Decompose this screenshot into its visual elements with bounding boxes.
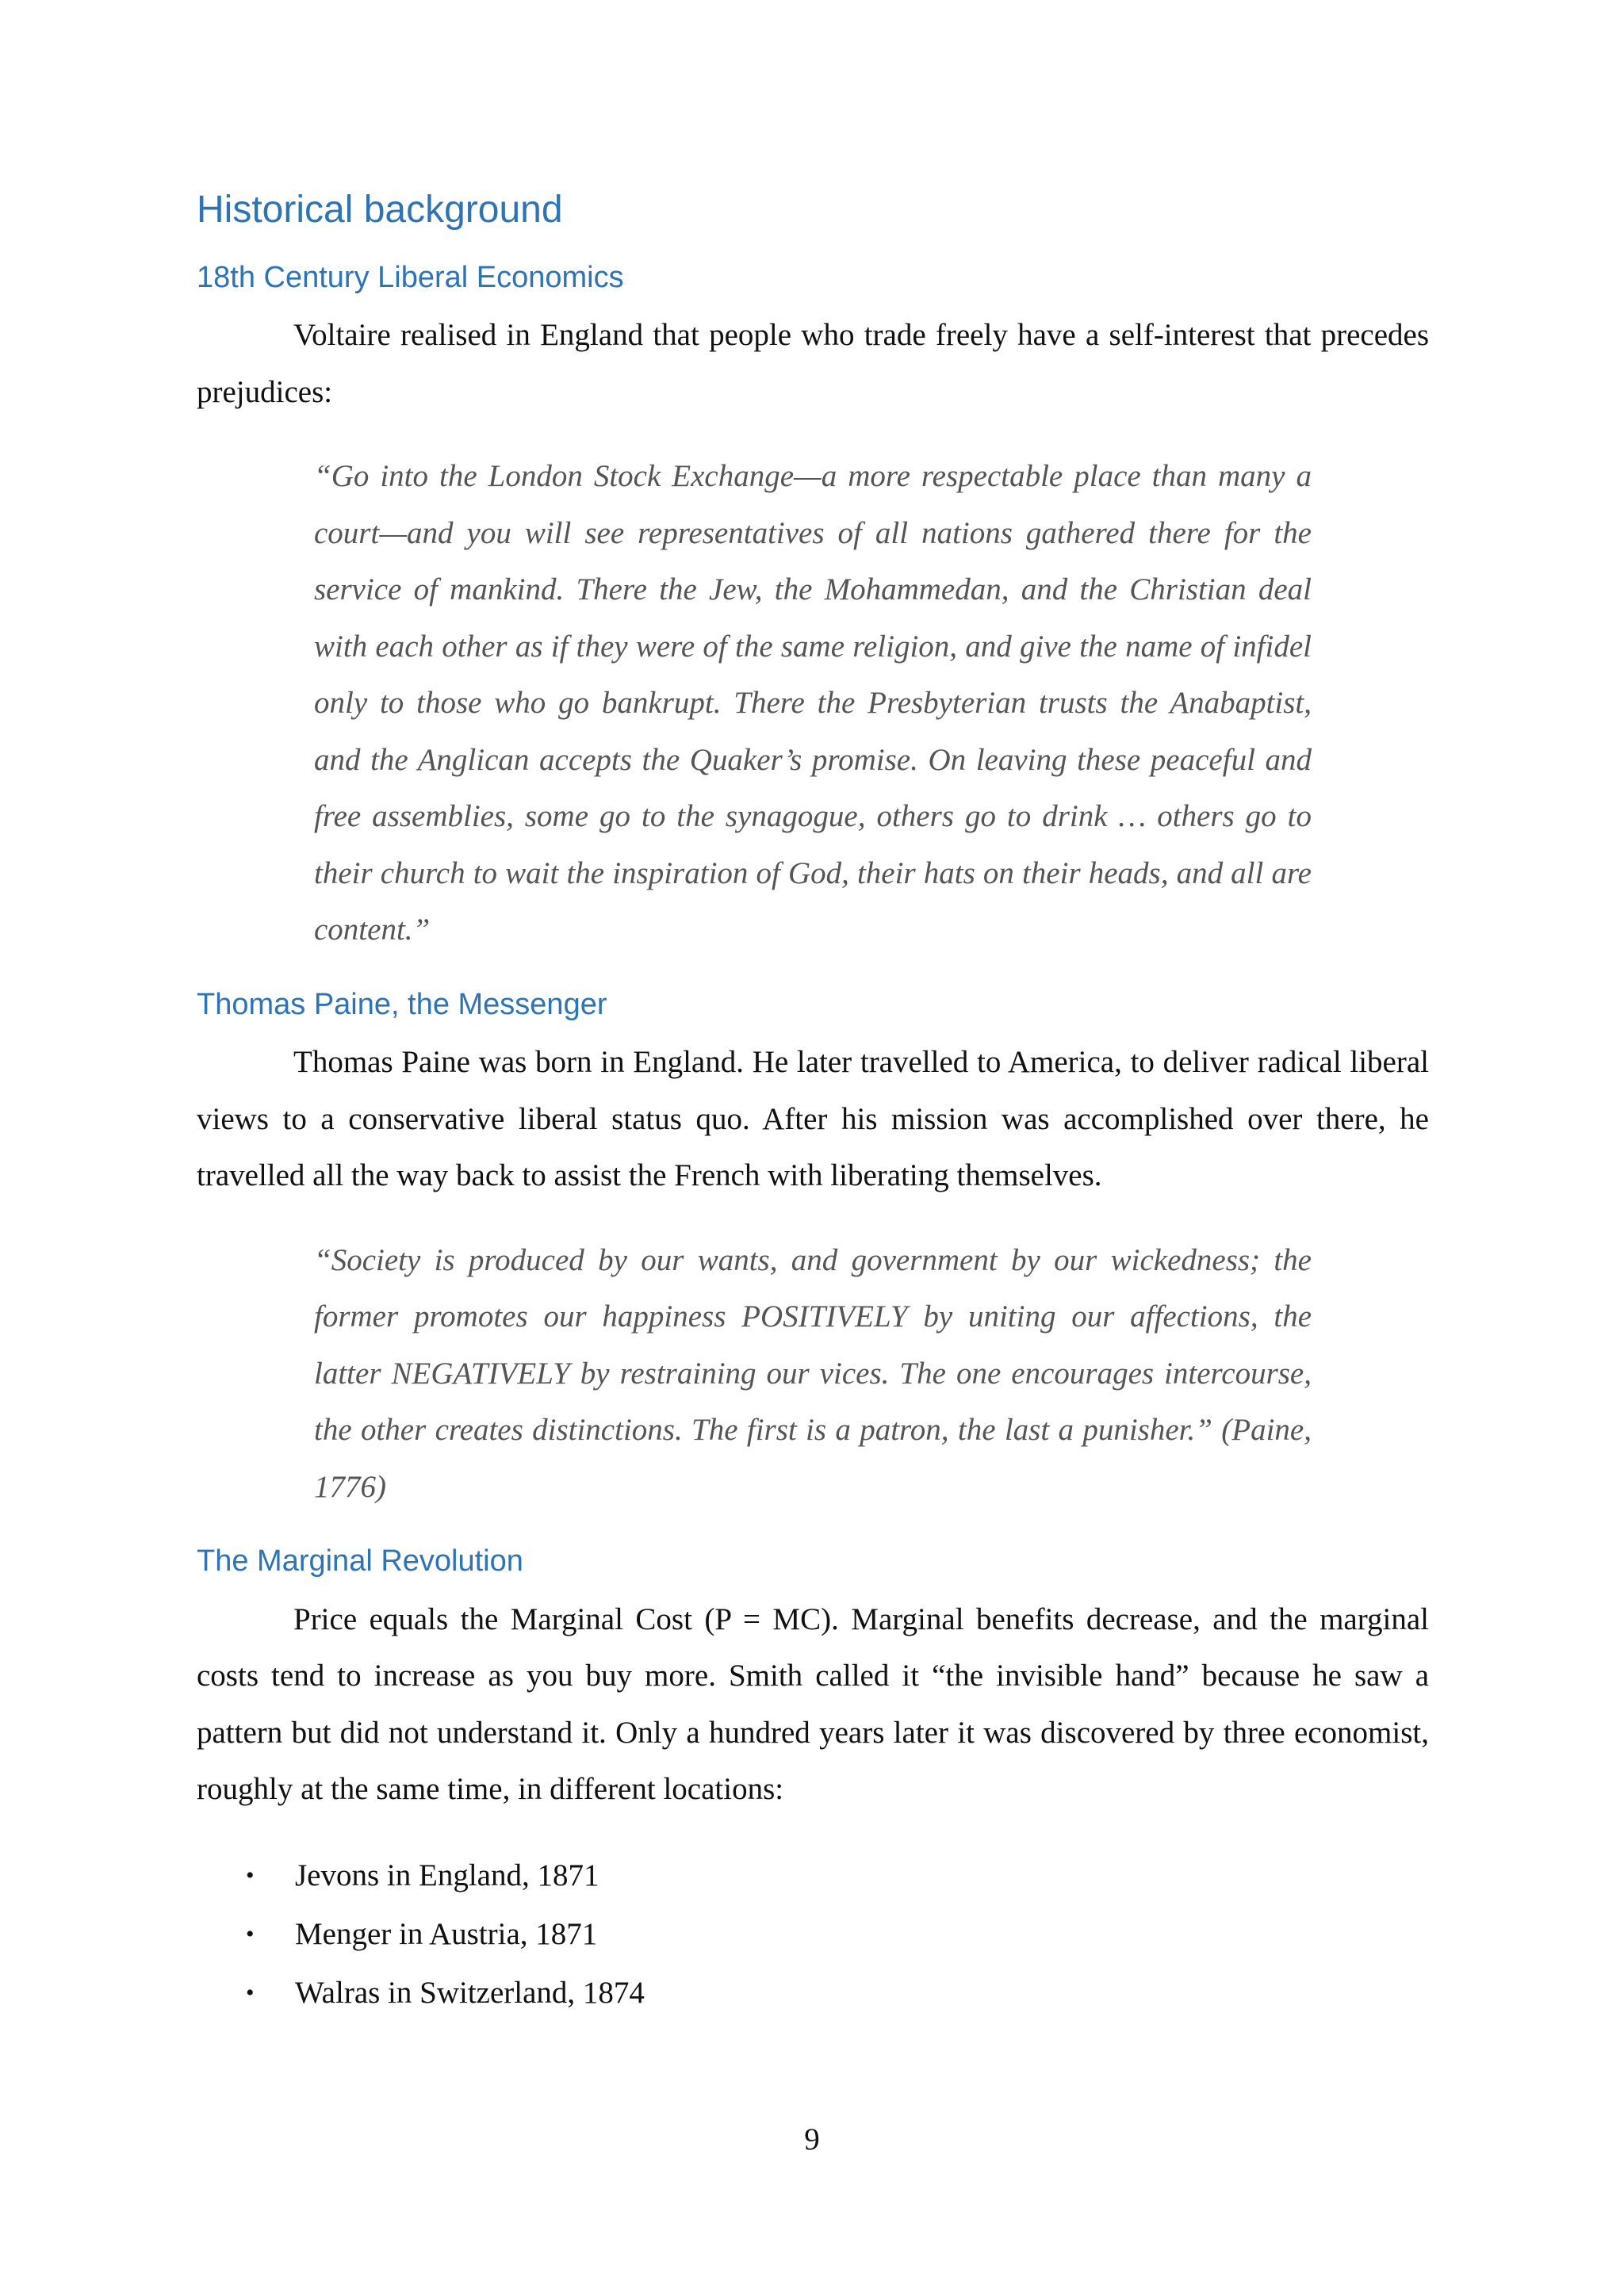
section-heading-liberal-economics: 18th Century Liberal Economics	[197, 260, 624, 294]
quote-paine: “Society is produced by our wants, and government by our wickedness; the former promotes our happiness POSITIVELY by uniting our affections, the latter NEGATIVELY by restraining our vices. The one encourages intercourse, the other creates distinctions. The first is a patron, the last a punisher.” (Paine, 1776)	[314, 1242, 1312, 1504]
paragraph-voltaire: Voltaire realised in England that people who trade freely have a self-interest that precedes prejudices:	[197, 318, 1429, 409]
section-heading-marginal-revolution: The Marginal Revolution	[197, 1544, 523, 1578]
bullet-icon: •	[246, 1979, 255, 2006]
page-title: Historical background	[197, 189, 563, 231]
page-content	[197, 187, 1429, 2022]
list-item	[197, 1846, 1429, 1905]
list-item-text: Menger in Austria, 1871	[295, 1916, 598, 1951]
page-number: 9	[804, 2122, 820, 2156]
list-item	[197, 1964, 1429, 2022]
list-item	[197, 1905, 1429, 1964]
list-item-text: Walras in Switzerland, 1874	[295, 1975, 645, 2010]
section-heading-thomas-paine: Thomas Paine, the Messenger	[197, 987, 607, 1021]
quote-voltaire: “Go into the London Stock Exchange—a more respectable place than many a court—and you will see representatives of all nations gathered there for the service of mankind. There the Jew, the Mohammedan, and the Christian deal with each other as if they were of the same religion, and give the name of infidel only to those who go bankrupt. There the Presbyterian trusts the Anabaptist, and the Anglican accepts the Quaker’s promise. On leaving these peaceful and free assemblies, some go to the synagogue, others go to drink … others go to their church to wait the inspiration of God, their hats on their heads, and all are content.”	[314, 459, 1312, 947]
paragraph-marginal-revolution: Price equals the Marginal Cost (P = MC). Marginal benefits decrease, and the marginal costs tend to increase as you buy more. Smith called it “the invisible hand” because he saw a pattern but did not understand it. Only a hundred years later it was discovered by three economist, roughly at the same time, in different locations:	[197, 1601, 1429, 1807]
bullet-icon: •	[246, 1920, 255, 1947]
list-item-text: Jevons in England, 1871	[295, 1858, 599, 1892]
paragraph-thomas-paine: Thomas Paine was born in England. He later travelled to America, to deliver radical liberal views to a conservative liberal status quo. After his mission was accomplished over there, he travelled all the way back to assist the French with liberating themselves.	[197, 1045, 1429, 1193]
bullet-icon: •	[246, 1862, 255, 1888]
economists-list	[197, 1846, 1429, 2022]
